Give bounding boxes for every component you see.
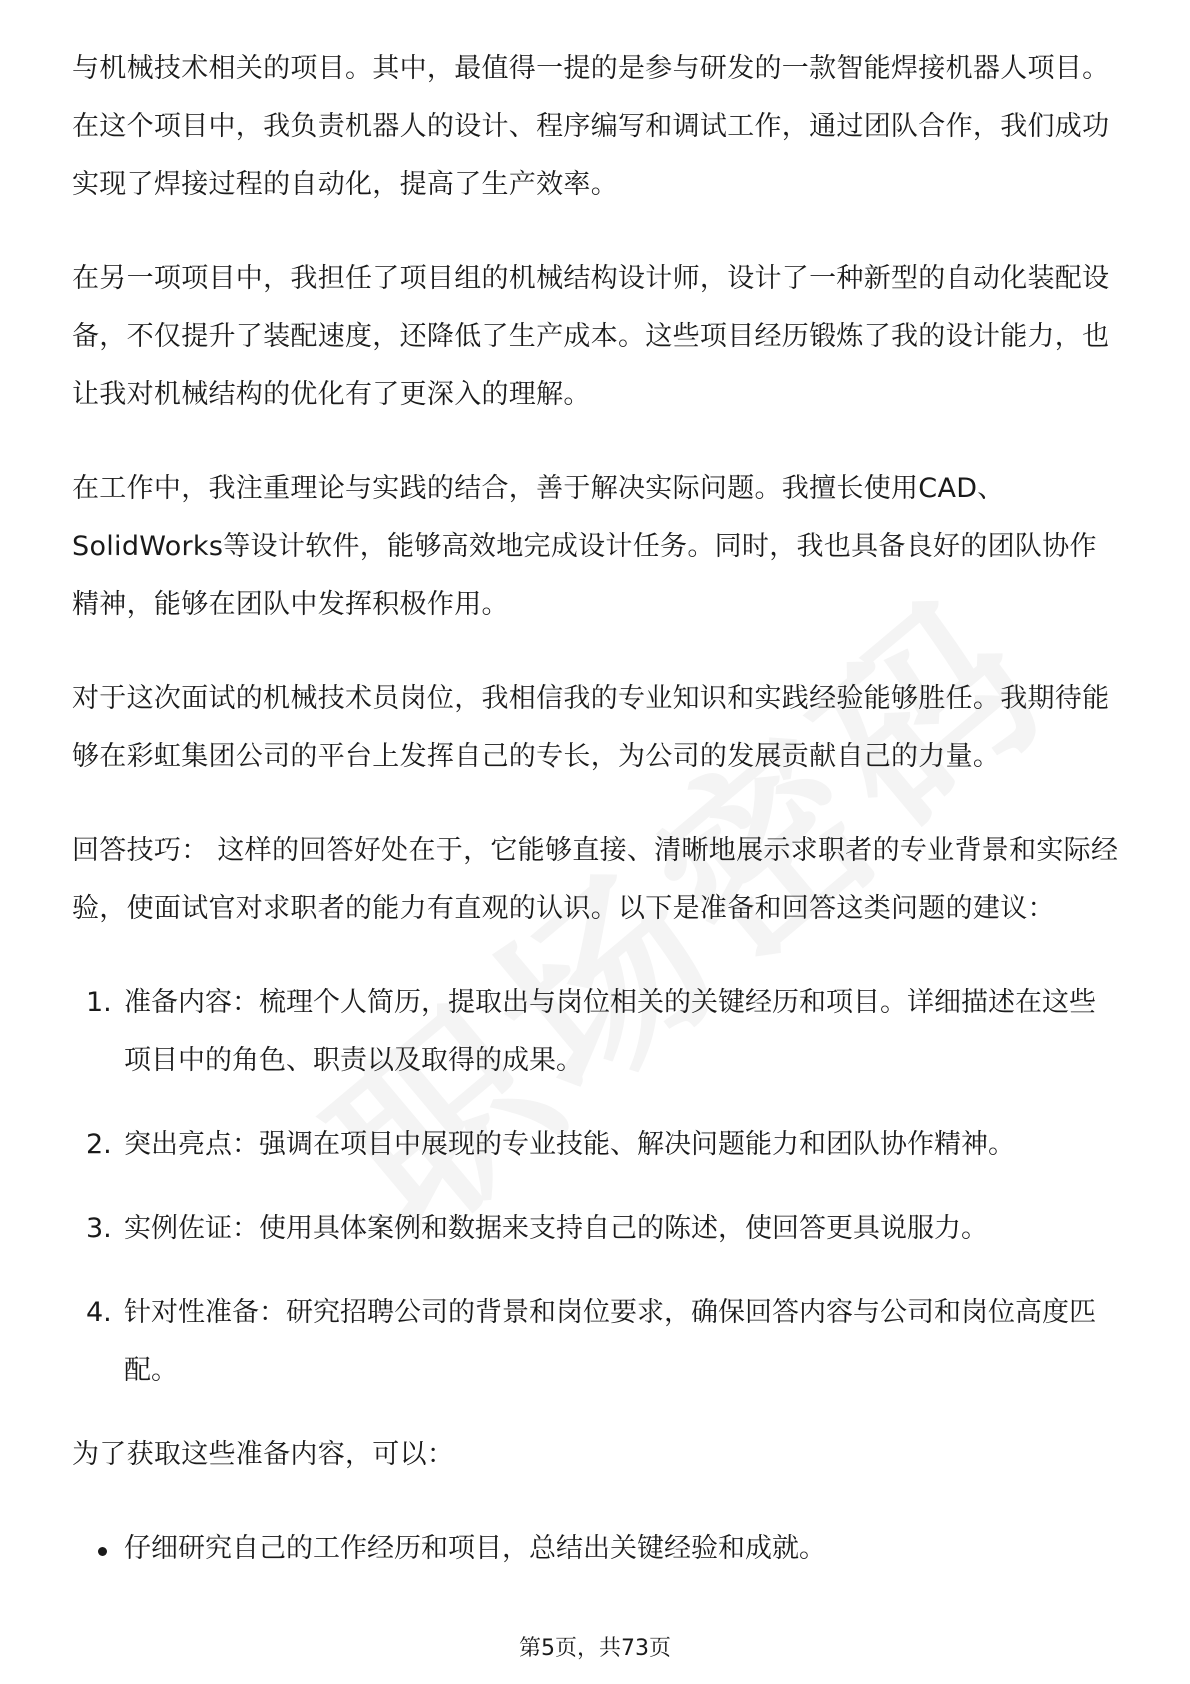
list-item-text: 准备内容：梳理个人简历，提取出与岗位相关的关键经历和项目。详细描述在这些项目中的角色、职责以及取得的成果。	[124, 987, 1096, 1076]
list-item-text: 突出亮点：强调在项目中展现的专业技能、解决问题能力和团队协作精神。	[124, 1129, 1015, 1160]
document-body	[72, 40, 1122, 1578]
list-item	[72, 974, 1122, 1090]
paragraph-work-approach: 在工作中，我注重理论与实践的结合，善于解决实际问题。我擅长使用CAD、SolidWorks等设计软件，能够高效地完成设计任务。同时，我也具备良好的团队协作精神，能够在团队中发挥积极作用。	[72, 473, 1097, 620]
list-number: 3.	[86, 1213, 112, 1244]
list-number: 2.	[86, 1129, 112, 1160]
bullet-icon	[98, 1547, 107, 1556]
list-item	[72, 1200, 1122, 1258]
paragraph-structure-designer: 在另一项项目中，我担任了项目组的机械结构设计师，设计了一种新型的自动化装配设备，不仅提升了装配速度，还降低了生产成本。这些项目经历锻炼了我的设计能力，也让我对机械结构的优化有了更深入的理解。	[72, 263, 1110, 410]
tips-list	[72, 974, 1122, 1400]
bullet-list	[72, 1520, 1122, 1578]
list-item	[72, 1520, 1122, 1578]
paragraph-intro-line: 为了获取这些准备内容，可以：	[72, 1439, 455, 1470]
list-item-text: 实例佐证：使用具体案例和数据来支持自己的陈述，使回答更具说服力。	[124, 1213, 988, 1244]
paragraph-project-experience: 与机械技术相关的项目。其中，最值得一提的是参与研发的一款智能焊接机器人项目。在这个项目中，我负责机器人的设计、程序编写和调试工作，通过团队合作，我们成功实现了焊接过程的自动化，提高了生产效率。	[72, 53, 1110, 200]
list-item	[72, 1284, 1122, 1400]
paragraph-position-fit: 对于这次面试的机械技术员岗位，我相信我的专业知识和实践经验能够胜任。我期待能够在彩虹集团公司的平台上发挥自己的专长，为公司的发展贡献自己的力量。	[72, 683, 1110, 772]
list-item-text: 针对性准备：研究招聘公司的背景和岗位要求，确保回答内容与公司和岗位高度匹配。	[124, 1297, 1096, 1386]
list-number: 4.	[86, 1297, 112, 1328]
page-number-footer: 第5页，共73页	[519, 1636, 671, 1661]
paragraph-answer-tips: 回答技巧： 这样的回答好处在于，它能够直接、清晰地展示求职者的专业背景和实际经验，使面试官对求职者的能力有直观的认识。以下是准备和回答这类问题的建议：	[72, 835, 1119, 924]
list-item-text: 仔细研究自己的工作经历和项目，总结出关键经验和成就。	[124, 1533, 826, 1564]
list-number: 1.	[86, 987, 112, 1018]
list-item	[72, 1116, 1122, 1174]
